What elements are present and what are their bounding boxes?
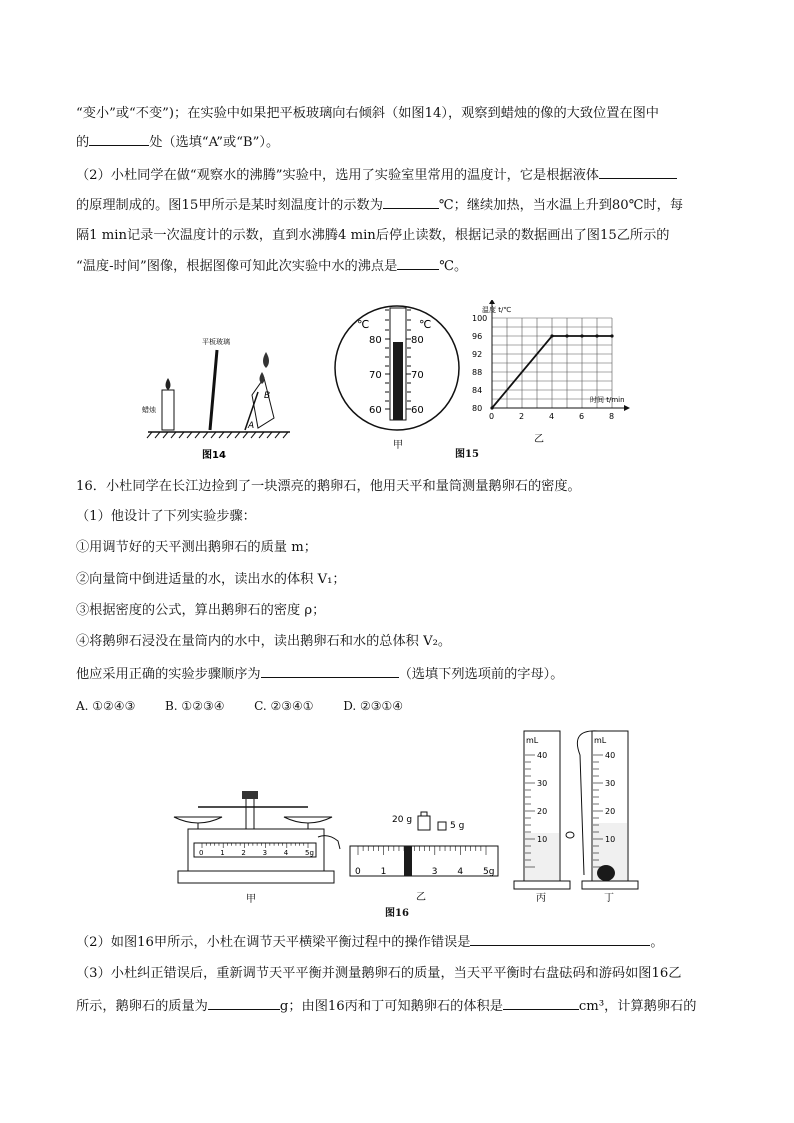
text-frag: 的原理制成的。图15甲所示是某时刻温度计的示数为: [76, 198, 383, 213]
step-1: ①用调节好的天平测出鹅卵石的质量 m；: [76, 540, 317, 555]
balance-knob: [242, 791, 258, 799]
text-frag: cm³，计算鹅卵石的: [578, 999, 697, 1014]
table-hatch: [147, 432, 288, 438]
cyl-tick-label: 10: [537, 835, 548, 844]
scale-tick-label: 1: [220, 849, 225, 857]
image-candle-b: [252, 378, 274, 428]
weight-5g-label: 5 g: [450, 821, 465, 831]
therm-tick-left: 70: [369, 370, 382, 381]
figure-16-balance: [168, 785, 348, 905]
step-3: ③根据密度的公式，算出鹅卵石的密度 ρ；: [76, 603, 326, 618]
glass-plate: [210, 350, 217, 430]
cylinder-bing-base: [514, 881, 570, 889]
blank-thermometer-reading[interactable]: [383, 196, 439, 209]
scale-tick-label: 0: [355, 867, 361, 877]
cyl-tick-label: 40: [537, 751, 548, 760]
cyl-tick-label: 20: [605, 807, 616, 816]
y-tick-labels: [472, 314, 487, 413]
therm-tick-left: 60: [369, 405, 382, 416]
y-axis-label: 温度 t/℃: [482, 306, 512, 314]
scale-tick-label: 3: [262, 849, 268, 857]
cyl-tick-label: 20: [537, 807, 548, 816]
blank-thermometer-principle[interactable]: [599, 166, 677, 179]
panel-jia-label: 甲: [246, 894, 256, 905]
eye-icon: [566, 832, 574, 838]
cyl-unit: mL: [526, 736, 539, 745]
step-4: ④将鹅卵石浸没在量筒内的水中，读出鹅卵石和水的总体积 V₂。: [76, 634, 452, 649]
weight-20g-label: 20 g: [392, 815, 413, 825]
option-b[interactable]: B. ①②③④: [164, 699, 225, 713]
scale-tick-label: 5g: [305, 849, 314, 857]
options-row: [76, 697, 403, 715]
scale-tick-label: 0: [199, 849, 204, 857]
option-a[interactable]: A. ①②④③: [76, 699, 136, 713]
candle-label: 蜡烛: [142, 406, 156, 414]
rider-marker: [404, 846, 412, 876]
text-line-6: [76, 257, 467, 276]
fig16-caption: 图16: [385, 908, 409, 919]
q16-part2: [76, 933, 664, 952]
x-axis-arrow-icon: [624, 405, 630, 411]
y-tick-label: 92: [472, 350, 483, 359]
therm-tick-left: 80: [369, 335, 382, 346]
balance-pillar: [246, 795, 254, 829]
text-frag: 的: [76, 135, 90, 150]
blank-image-position[interactable]: [89, 133, 149, 146]
cyl-tick-label: 10: [605, 835, 616, 844]
blank-step-order[interactable]: [261, 665, 399, 678]
therm-unit-left: ℃: [357, 318, 370, 331]
fig14-caption: 图14: [202, 450, 226, 461]
scale-tick-label: 3: [431, 867, 438, 877]
text-frag: （选填下列选项前的字母）。: [398, 667, 564, 682]
scale-tick-label: 5g: [483, 867, 495, 877]
weight-20g: [418, 816, 430, 830]
thermometer-liquid: [393, 342, 403, 420]
glass-label: 平板玻璃: [202, 338, 230, 346]
left-pan: [174, 817, 222, 823]
candle: [162, 390, 174, 430]
data-point: [610, 334, 613, 337]
text-frag: 所示，鹅卵石的质量为: [76, 999, 208, 1014]
scale-tick-label: 1: [380, 867, 387, 877]
flame-icon: [263, 352, 269, 368]
balance-base: [178, 871, 334, 883]
cyl-unit: mL: [594, 736, 607, 745]
cyl-tick-label: 30: [605, 779, 616, 788]
figure-14: [140, 320, 300, 465]
order-question: [76, 665, 563, 684]
therm-tick-right: 60: [411, 405, 424, 416]
blank-balance-error[interactable]: [470, 933, 650, 946]
panel-yi-label: 乙: [534, 434, 544, 445]
x-tick-label: 4: [549, 412, 555, 421]
data-point: [490, 406, 493, 409]
y-tick-label: 88: [472, 368, 483, 377]
q16-part3-cont: [76, 997, 696, 1016]
y-axis-arrow-icon: [489, 300, 495, 304]
x-axis-label: 时间 t/min: [590, 396, 625, 404]
text-frag: （2）小杜同学在做“观察水的沸腾”实验中，选用了实验室里常用的温度计，它是根据液体: [76, 168, 599, 183]
panel-yi-label: 乙: [416, 892, 426, 903]
data-point: [580, 334, 583, 337]
data-point: [565, 334, 568, 337]
flame-icon: [166, 378, 171, 390]
x-tick-label: 8: [609, 412, 615, 421]
scale-tick-label: 4: [457, 867, 464, 877]
text-frag: 处（选填“A”或“B”）。: [149, 135, 280, 150]
text-line-5: 隔1 min记录一次温度计的示数，直到水沸腾4 min后停止读数，根据记录的数据画出了图15乙所示的: [76, 228, 670, 243]
x-tick-labels: [489, 412, 614, 421]
q16-part1: （1）他设计了下列实验步骤：: [76, 509, 256, 524]
figure-15-chart: [470, 300, 630, 460]
data-point: [595, 334, 598, 337]
right-pan: [284, 817, 332, 823]
text-frag: 。: [650, 935, 664, 950]
x-tick-label: 2: [519, 412, 525, 421]
figure-16-cylinders: [510, 725, 640, 905]
q16-part3: （3）小杜纠正错误后，重新调节天平平衡并测量鹅卵石的质量，当天平平衡时右盘砝码和游码如图16乙: [76, 966, 682, 981]
cylinder-ding-base: [582, 881, 638, 889]
blank-boiling-point[interactable]: [397, 257, 439, 270]
text-frag: ℃；继续加热，当水温上升到80℃时，每: [438, 198, 684, 213]
question-16: 16．小杜同学在长江边捡到了一块漂亮的鹅卵石，他用天平和量筒测量鹅卵石的密度。: [76, 479, 581, 494]
figure-16-weights: [346, 808, 506, 908]
text-line-4: [76, 196, 683, 215]
weight-20g-knob: [421, 812, 427, 816]
x-tick-label: 6: [579, 412, 585, 421]
balance-rider-scale: [194, 843, 316, 857]
text-line-2: [76, 133, 279, 152]
y-tick-label: 100: [472, 314, 488, 323]
therm-tick-right: 70: [411, 370, 424, 381]
fig15-caption: 图15: [455, 449, 479, 460]
text-line-3: [76, 166, 677, 185]
chart-grid: [492, 318, 612, 408]
cyl-tick-label: 40: [605, 751, 616, 760]
cyl-tick-label: 30: [537, 779, 548, 788]
option-c[interactable]: C. ②③④①: [254, 699, 314, 713]
step-2: ②向量筒中倒进适量的水，读出水的体积 V₁；: [76, 572, 346, 587]
blank-pebble-mass[interactable]: [208, 997, 280, 1010]
panel-ding-label: 丁: [604, 893, 614, 904]
data-point: [550, 334, 553, 337]
scale-tick-label: 2: [241, 849, 246, 857]
point-a-label: A: [248, 421, 255, 431]
pebble: [597, 865, 615, 881]
therm-tick-right: 80: [411, 335, 424, 346]
y-tick-label: 80: [472, 404, 483, 413]
text-frag: ℃。: [439, 259, 468, 274]
therm-unit-right: ℃: [419, 318, 432, 331]
y-tick-label: 96: [472, 332, 483, 341]
y-tick-label: 84: [472, 386, 483, 395]
text-frag: “温度-时间”图像，根据图像可知此次实验中水的沸点是: [76, 259, 398, 274]
text-frag: 他应采用正确的实验步骤顺序为: [76, 667, 261, 682]
text-frag: （2）如图16甲所示，小杜在调节天平横梁平衡过程中的操作错误是: [76, 935, 471, 950]
blank-pebble-volume[interactable]: [503, 997, 579, 1010]
text-line-1: “变小”或“不变”)；在实验中如果把平板玻璃向右倾斜（如图14），观察到蜡烛的像的大致位置在图中: [76, 106, 659, 121]
text-frag: g；由图16丙和丁可知鹅卵石的体积是: [279, 999, 503, 1014]
weight-5g: [438, 822, 446, 830]
x-tick-label: 0: [489, 412, 495, 421]
point-b-label: B: [264, 391, 271, 401]
figure-15-thermometer: [333, 298, 463, 458]
scale-tick-label: 4: [283, 849, 289, 857]
panel-bing-label: 丙: [536, 893, 546, 904]
option-d[interactable]: D. ②③①④: [343, 699, 404, 713]
panel-jia-label: 甲: [393, 440, 403, 451]
